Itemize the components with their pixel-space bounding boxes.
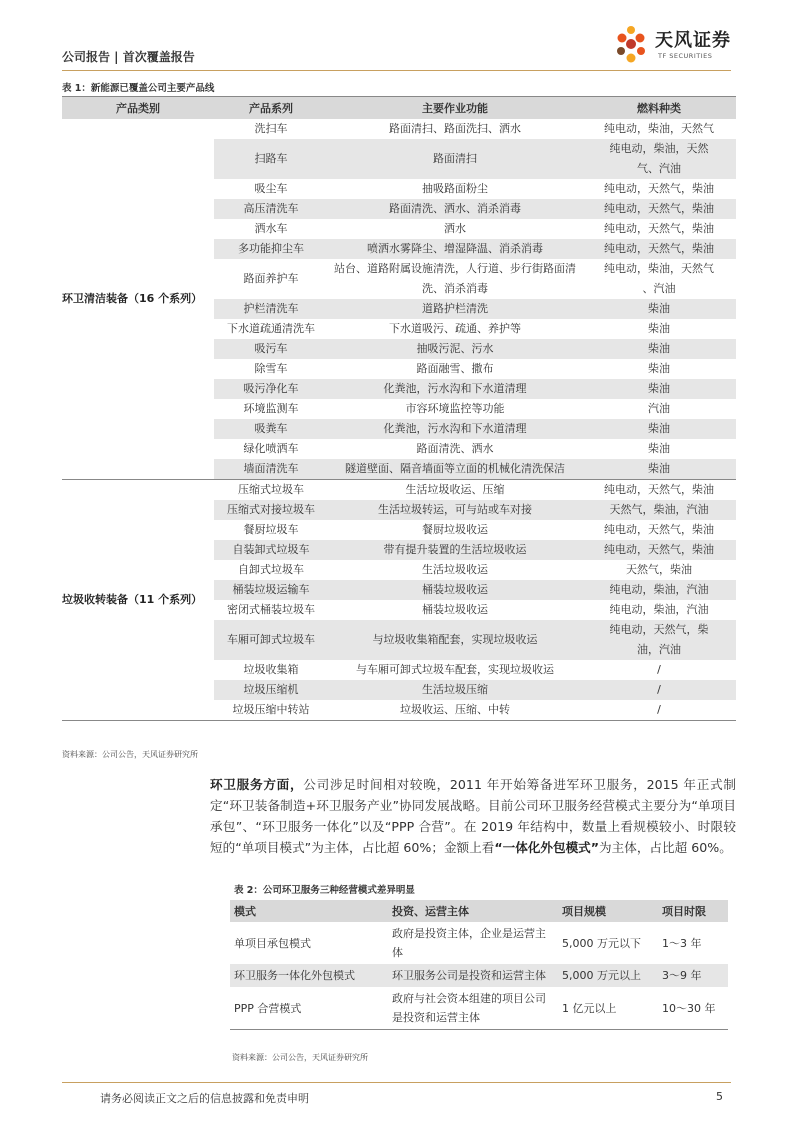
logo-mark-icon xyxy=(611,24,653,68)
func-cell: 路面融雪、撒布 xyxy=(328,359,582,379)
func-cell: 带有提升装置的生活垃圾收运 xyxy=(328,540,582,560)
fuel-cell: 柴油 xyxy=(582,439,736,459)
fuel-cell: 纯电动，天然气，柴油 xyxy=(582,239,736,259)
fuel-cell: 柴油 xyxy=(582,299,736,319)
func-cell: 餐厨垃圾收运 xyxy=(328,520,582,540)
series-cell: 自卸式垃圾车 xyxy=(214,560,328,580)
page-number: 5 xyxy=(716,1090,723,1103)
paragraph-text: 公司涉足时间相对较晚，2011 年开始筹备进军环卫服务，2015 年正式制定“环卫装备制造+环卫服务产业”协同发展战略。目前公司环卫服务经营模式主要分为“单项目承包”、“环卫服务一体化”以及“PPP 合营”。在 2019 年结构中，数量上看规模较小、时限较短的“单项目模式”为主体，占比超 60%；金额上看 xyxy=(210,777,736,855)
fuel-cell: 纯电动，柴油，天然气 、汽油 xyxy=(582,259,736,299)
func-cell: 垃圾收运、压缩、中转 xyxy=(328,700,582,721)
func-cell: 化粪池，污水沟和下水道清理 xyxy=(328,419,582,439)
table2-source: 资料来源：公司公告，天风证券研究所 xyxy=(232,1053,368,1062)
fuel-cell: 柴油 xyxy=(582,319,736,339)
series-cell: 吸粪车 xyxy=(214,419,328,439)
func-cell: 隧道壁面、隔音墙面等立面的机械化清洗保洁 xyxy=(328,459,582,480)
mode-cell: 环卫服务一体化外包模式 xyxy=(230,964,388,987)
series-cell: 餐厨垃圾车 xyxy=(214,520,328,540)
fuel-cell: / xyxy=(582,700,736,721)
fuel-cell: 纯电动，天然气，柴油 xyxy=(582,199,736,219)
mode-cell: PPP 合营模式 xyxy=(230,987,388,1030)
mode-cell: 单项目承包模式 xyxy=(234,936,311,950)
fuel-cell: 纯电动，柴油，汽油 xyxy=(582,580,736,600)
series-cell: 墙面清洗车 xyxy=(214,459,328,480)
table-row xyxy=(230,964,728,987)
fuel-cell: 纯电动，柴油，天然气、汽油 xyxy=(582,139,736,179)
table-row xyxy=(230,922,728,964)
table-row xyxy=(230,987,728,1030)
func-cell: 生活垃圾转运，可与站或车对接 xyxy=(328,500,582,520)
service-mode-table xyxy=(230,900,728,1030)
fuel-cell: 柴油 xyxy=(582,459,736,480)
col-header: 项目时限 xyxy=(658,900,728,922)
func-cell: 路面清扫 xyxy=(328,139,582,179)
fuel-cell: 天然气，柴油，汽油 xyxy=(582,500,736,520)
category-cell: 垃圾收转装备（11 个系列） xyxy=(62,479,214,720)
series-cell: 吸污净化车 xyxy=(214,379,328,399)
fuel-cell: 柴油 xyxy=(582,339,736,359)
entity-cell: 环卫服务公司是投资和运营主体 xyxy=(388,964,558,987)
series-cell: 垃圾压缩机 xyxy=(214,680,328,700)
series-cell: 环境监测车 xyxy=(214,399,328,419)
logo-chinese-text: 天风证券 xyxy=(655,30,731,51)
series-cell: 扫路车 xyxy=(214,139,328,179)
func-cell: 路面清洗、洒水、消杀消毒 xyxy=(328,199,582,219)
series-cell: 自装卸式垃圾车 xyxy=(214,540,328,560)
fuel-cell: / xyxy=(582,660,736,680)
func-cell: 洒水 xyxy=(328,219,582,239)
paragraph-emphasis: “一体化外包模式” xyxy=(494,840,600,855)
product-line-table xyxy=(62,96,736,721)
func-cell: 与车厢可卸式垃圾车配套，实现垃圾收运 xyxy=(328,660,582,680)
paragraph-text-end: 为主体，占比超 60%。 xyxy=(599,840,732,855)
col-header: 产品系列 xyxy=(214,97,328,119)
fuel-cell: 柴油 xyxy=(582,419,736,439)
service-paragraph xyxy=(210,774,736,858)
series-cell: 洗扫车 xyxy=(214,119,328,139)
scale-cell: 5,000 万元以上 xyxy=(558,964,658,987)
series-cell: 吸尘车 xyxy=(214,179,328,199)
fuel-cell: 纯电动，柴油，汽油 xyxy=(582,600,736,620)
col-header: 投资、运营主体 xyxy=(388,900,558,922)
func-cell: 道路护栏清洗 xyxy=(328,299,582,319)
func-cell: 生活垃圾收运、压缩 xyxy=(328,479,582,500)
col-header: 燃料种类 xyxy=(582,97,736,119)
fuel-cell: 纯电动，天然气，柴油 xyxy=(582,179,736,199)
series-cell: 绿化喷洒车 xyxy=(214,439,328,459)
col-header: 项目规模 xyxy=(558,900,658,922)
func-cell: 路面清扫、路面洗扫、洒水 xyxy=(328,119,582,139)
func-cell: 抽吸路面粉尘 xyxy=(328,179,582,199)
series-cell: 垃圾压缩中转站 xyxy=(214,700,328,721)
term-cell: 10～30 年 xyxy=(658,987,728,1030)
entity-cell: 政府是投资主体，企业是运营主体 xyxy=(392,927,546,959)
page-header xyxy=(62,30,731,80)
fuel-cell: 纯电动，天然气，柴油，汽油 xyxy=(582,620,736,660)
series-cell: 高压清洗车 xyxy=(214,199,328,219)
scale-cell: 5,000 万元以下 xyxy=(562,936,641,950)
category-cell: 环卫清洁装备（16 个系列） xyxy=(62,119,214,480)
col-header: 主要作业功能 xyxy=(328,97,582,119)
series-cell: 多功能抑尘车 xyxy=(214,239,328,259)
fuel-cell: / xyxy=(582,680,736,700)
fuel-cell: 汽油 xyxy=(582,399,736,419)
paragraph-lead: 环卫服务方面， xyxy=(210,777,304,792)
logo-english-text: TF SECURITIES xyxy=(658,52,713,60)
table1-title: 表 1：新能源已覆盖公司主要产品线 xyxy=(62,83,215,94)
fuel-cell: 天然气，柴油 xyxy=(582,560,736,580)
report-type-label: 公司报告 | 首次覆盖报告 xyxy=(62,50,195,64)
func-cell: 与垃圾收集箱配套，实现垃圾收运 xyxy=(328,620,582,660)
series-cell: 吸污车 xyxy=(214,339,328,359)
fuel-cell: 纯电动，柴油，天然气 xyxy=(582,119,736,139)
term-cell: 3～9 年 xyxy=(658,964,728,987)
series-cell: 压缩式垃圾车 xyxy=(214,479,328,500)
footer-divider xyxy=(62,1082,731,1083)
col-header: 模式 xyxy=(230,900,388,922)
table-header-row xyxy=(230,900,728,922)
series-cell: 垃圾收集箱 xyxy=(214,660,328,680)
series-cell: 护栏清洗车 xyxy=(214,299,328,319)
func-cell: 路面清洗、洒水 xyxy=(328,439,582,459)
table-row xyxy=(62,479,736,500)
header-divider xyxy=(62,70,731,71)
func-cell: 生活垃圾压缩 xyxy=(328,680,582,700)
table-row xyxy=(62,119,736,139)
series-cell: 除雪车 xyxy=(214,359,328,379)
func-cell: 桶装垃圾收运 xyxy=(328,600,582,620)
entity-cell: 政府与社会资本组建的项目公司是投资和运营主体 xyxy=(388,987,558,1030)
table-header-row xyxy=(62,97,736,119)
series-cell: 洒水车 xyxy=(214,219,328,239)
series-cell: 压缩式对接垃圾车 xyxy=(214,500,328,520)
fuel-cell: 纯电动，天然气，柴油 xyxy=(582,540,736,560)
company-logo xyxy=(611,24,731,68)
func-cell: 市容环境监控等功能 xyxy=(328,399,582,419)
func-cell: 生活垃圾收运 xyxy=(328,560,582,580)
fuel-cell: 纯电动，天然气，柴油 xyxy=(582,520,736,540)
table2-title: 表 2：公司环卫服务三种经营模式差异明显 xyxy=(234,885,415,896)
func-cell: 下水道吸污、疏通、养护等 xyxy=(328,319,582,339)
series-cell: 车厢可卸式垃圾车 xyxy=(214,620,328,660)
func-cell: 化粪池，污水沟和下水道清理 xyxy=(328,379,582,399)
func-cell: 抽吸污泥、污水 xyxy=(328,339,582,359)
fuel-cell: 纯电动，天然气，柴油 xyxy=(582,219,736,239)
col-header: 产品类别 xyxy=(62,97,214,119)
func-cell: 桶装垃圾收运 xyxy=(328,580,582,600)
fuel-cell: 柴油 xyxy=(582,359,736,379)
term-cell: 1～3 年 xyxy=(662,936,702,950)
series-cell: 下水道疏通清洗车 xyxy=(214,319,328,339)
fuel-cell: 纯电动，天然气，柴油 xyxy=(582,479,736,500)
table1-source: 资料来源：公司公告，天风证券研究所 xyxy=(62,750,198,759)
func-cell: 站台、道路附属设施清洗，人行道、步行街路面清洗、消杀消毒 xyxy=(328,259,582,299)
scale-cell: 1 亿元以上 xyxy=(558,987,658,1030)
func-cell: 喷洒水雾降尘、增湿降温、消杀消毒 xyxy=(328,239,582,259)
series-cell: 桶装垃圾运输车 xyxy=(214,580,328,600)
series-cell: 密闭式桶装垃圾车 xyxy=(214,600,328,620)
fuel-cell: 柴油 xyxy=(582,379,736,399)
footer-disclaimer: 请务必阅读正文之后的信息披露和免责申明 xyxy=(100,1092,309,1105)
series-cell: 路面养护车 xyxy=(214,259,328,299)
